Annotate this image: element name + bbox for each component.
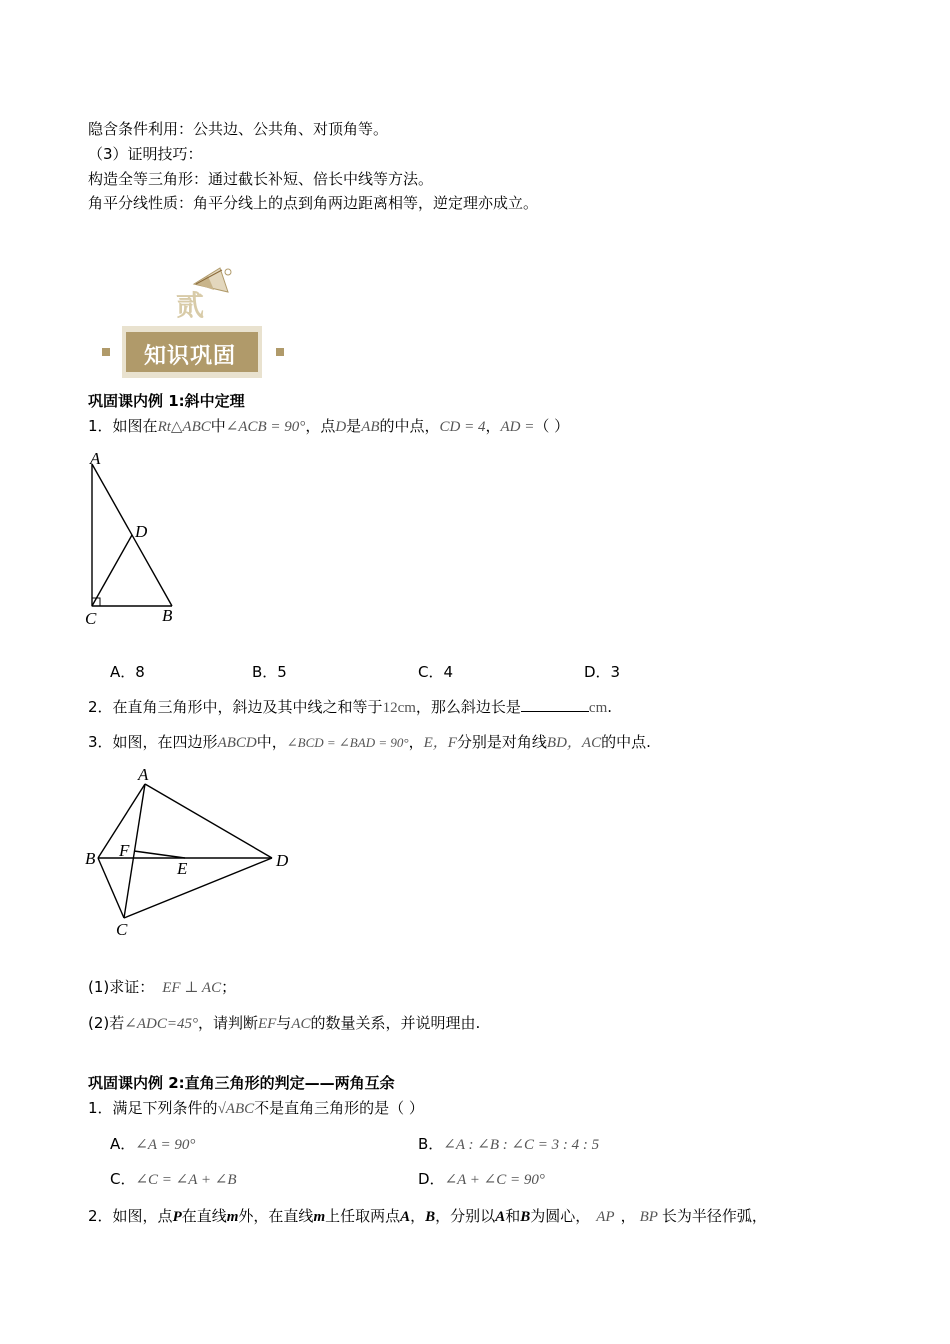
q-math: AD =	[500, 419, 535, 435]
q-text: 满足下列条件的	[112, 1099, 218, 1117]
ex2-q1	[88, 1097, 424, 1120]
ex1-q3-part2	[88, 1012, 480, 1035]
q-math: AC	[291, 1016, 311, 1032]
option-math: ∠A + ∠C = 90°	[444, 1172, 545, 1188]
q-text: ，	[410, 1207, 426, 1225]
option-label: C．	[110, 1170, 136, 1188]
q-text: 如图，点	[112, 1207, 173, 1225]
label-D: D	[135, 522, 148, 541]
q-text: 在直线	[181, 1207, 227, 1225]
option-b[interactable]: B．5	[252, 663, 287, 681]
q-var: A	[495, 1209, 506, 1225]
section-banner	[96, 262, 296, 382]
q-math: ∠BCD = ∠BAD = 90°	[286, 735, 409, 750]
ex1-q3	[88, 731, 651, 754]
answer-blank[interactable]	[521, 697, 589, 712]
label-B: B	[85, 849, 96, 868]
intro-line-1: 隐含条件利用：公共边、公共角、对顶角等。	[88, 120, 389, 138]
option-b[interactable]	[418, 1133, 599, 1156]
option-math: ∠C = ∠A + ∠B	[135, 1172, 237, 1188]
triangle-figure-1	[80, 448, 200, 628]
q-var: m	[226, 1209, 239, 1225]
ex1-q3-part1	[88, 976, 236, 999]
q-math: EF	[257, 1016, 277, 1032]
q-text: （ ）	[534, 417, 570, 435]
option-label: A．	[110, 1135, 136, 1153]
q-math: 12cm	[382, 700, 416, 716]
q-text: 上任取两点	[325, 1207, 401, 1225]
q-text: ，那么斜边长是	[415, 698, 521, 716]
q-text: 与	[276, 1014, 292, 1032]
q-math: ABCD	[217, 735, 257, 751]
q-text: 不是直角三角形的是（ ）	[254, 1099, 424, 1117]
label-C: C	[85, 609, 97, 628]
q-text: 外，在直线	[238, 1207, 314, 1225]
q-text: 的中点，	[379, 417, 440, 435]
q-math: Rt△ABC	[157, 419, 211, 435]
q-text: 中	[210, 417, 226, 435]
q-number: 1．	[88, 1099, 113, 1117]
q-text: ，请判断	[197, 1014, 258, 1032]
q-math: D	[335, 419, 347, 435]
q-text: ，	[485, 417, 501, 435]
option-label: D．	[418, 1170, 445, 1188]
label-A: A	[90, 449, 101, 468]
q-text: 长为半径作弧，	[661, 1207, 767, 1225]
option-c[interactable]	[110, 1168, 237, 1191]
q-text: ，分别以	[435, 1207, 496, 1225]
q-var: B	[425, 1209, 436, 1225]
q-text: 为圆心，	[530, 1207, 591, 1225]
q-text: ，点	[305, 417, 336, 435]
q-text: 的数量关系，并说明理由.	[310, 1014, 481, 1032]
q-text: 是	[346, 417, 362, 435]
q-text: 在直角三角形中，斜边及其中线之和等于	[112, 698, 383, 716]
intro-line-4: 角平分线性质：角平分线上的点到角两边距离相等，逆定理亦成立。	[88, 194, 539, 212]
banner-title: 知识巩固	[144, 344, 237, 369]
q-math: ∠ACB = 90°	[225, 419, 306, 435]
q-var: m	[313, 1209, 326, 1225]
label-C: C	[116, 920, 128, 939]
label-A: A	[138, 765, 149, 784]
q-text: 的中点.	[601, 733, 651, 751]
ex2-heading: 巩固课内例 2:直角三角形的判定——两角互余	[88, 1074, 395, 1092]
option-c[interactable]: C．4	[418, 663, 454, 681]
q-number: 1．	[88, 417, 113, 435]
q-var: A	[400, 1209, 411, 1225]
q-math: EF ⊥ AC	[162, 980, 222, 996]
q-text: .	[607, 698, 613, 716]
q-math: ∠ADC=45°	[124, 1016, 198, 1032]
q-math: BP	[639, 1209, 658, 1225]
quadrilateral-figure	[80, 764, 300, 944]
q-text: ，	[620, 1207, 636, 1225]
q-var: P	[172, 1209, 182, 1225]
banner-number: 贰	[176, 289, 205, 322]
q-text: 中，	[256, 733, 287, 751]
q-number: 2．	[88, 1207, 113, 1225]
q-text: 如图，在四边形	[112, 733, 218, 751]
q-text: ，	[408, 733, 424, 751]
q-math: BD，AC	[546, 735, 602, 751]
option-a[interactable]: A．8	[110, 663, 145, 681]
q-text: (2)若	[88, 1014, 125, 1032]
label-D: D	[276, 851, 289, 870]
q-math: AB	[361, 419, 380, 435]
q-number: 3．	[88, 733, 113, 751]
ex1-q2	[88, 696, 612, 719]
q-text: (1)求证：	[88, 978, 155, 996]
label-B: B	[162, 606, 173, 625]
ex2-q2	[88, 1205, 767, 1228]
q-var: B	[520, 1209, 531, 1225]
q-number: 2．	[88, 698, 113, 716]
q-math: AP	[596, 1209, 615, 1225]
option-math: ∠A : ∠B : ∠C = 3 : 4 : 5	[443, 1137, 600, 1153]
q-math: cm	[588, 700, 608, 716]
intro-line-3: 构造全等三角形：通过截长补短、倍长中线等方法。	[88, 170, 434, 188]
q-math: √ABC	[217, 1101, 255, 1117]
option-a[interactable]	[110, 1133, 195, 1156]
option-d[interactable]	[418, 1168, 545, 1191]
q-math: CD = 4	[439, 419, 486, 435]
label-E: E	[177, 859, 188, 878]
label-F: F	[119, 841, 130, 860]
ex1-q1	[88, 415, 569, 438]
q-text: 如图在	[112, 417, 158, 435]
q-math: E，F	[423, 735, 457, 751]
q-text: 和	[505, 1207, 521, 1225]
option-label: B．	[418, 1135, 444, 1153]
q-text: ；	[221, 978, 237, 996]
intro-line-2: （3）证明技巧：	[88, 145, 203, 163]
option-math: ∠A = 90°	[135, 1137, 196, 1153]
q-text: 分别是对角线	[456, 733, 547, 751]
option-d[interactable]: D．3	[584, 663, 621, 681]
ex1-heading: 巩固课内例 1:斜中定理	[88, 392, 245, 410]
